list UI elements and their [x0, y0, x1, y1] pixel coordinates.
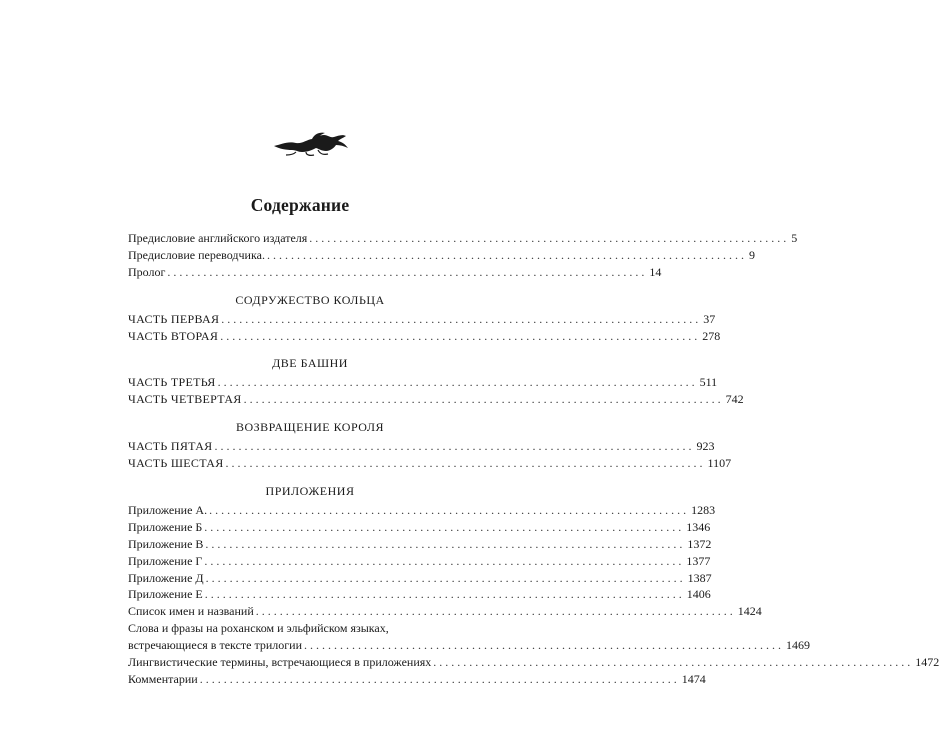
leader-dots: ................................................................................ [255, 604, 736, 619]
toc-entry-page: 1424 [737, 604, 762, 619]
leader-dots: ................................................................................ [433, 655, 914, 670]
toc-entry-page: 1469 [786, 638, 811, 653]
toc-entry-page: 742 [725, 392, 744, 407]
book-heading-fellowship: СОДРУЖЕСТВО КОЛЬЦА [235, 292, 385, 307]
toc-entry-label: ЧАСТЬ ШЕСТАЯ [128, 456, 224, 471]
toc-entry-appendix-b[interactable] [128, 519, 711, 536]
toc-entry-label: ЧАСТЬ ПЯТАЯ [128, 439, 213, 454]
toc-entry-label: ЧАСТЬ ВТОРАЯ [128, 328, 219, 343]
toc-entry-page: 14 [649, 264, 662, 279]
leader-dots: ................................................................................ [205, 536, 686, 551]
toc-entry-page: 9 [748, 247, 755, 262]
toc-entry-page: 5 [791, 231, 798, 245]
leader-dots: ................................................................................ [209, 503, 690, 518]
toc-entry-label: ЧАСТЬ ПЕРВАЯ [128, 311, 220, 326]
leader-dots: ................................................................................ [204, 519, 685, 534]
toc-entry-english-publisher-preface[interactable] [128, 230, 798, 247]
dragon-ornament-icon [272, 132, 350, 158]
toc-entry-label: ЧАСТЬ ТРЕТЬЯ [128, 375, 216, 390]
toc-entry-linguistic-terms[interactable] [128, 654, 939, 671]
toc-entry-prologue[interactable] [128, 264, 662, 281]
toc-entry-page: 1372 [687, 536, 712, 551]
leader-dots: ................................................................................ [225, 456, 706, 471]
toc-entry-part-one[interactable] [128, 311, 716, 328]
toc-entry-appendix-g[interactable] [128, 553, 711, 570]
table-of-contents [128, 230, 939, 688]
toc-entry-translator-preface[interactable] [128, 247, 755, 264]
toc-entry-page: 1472 [915, 655, 939, 670]
toc-entry-label: Приложение Д [128, 570, 204, 585]
leader-dots: ................................................................................ [204, 587, 685, 602]
toc-entry-words-and-phrases[interactable] [128, 620, 811, 654]
leader-dots: ................................................................................ [266, 247, 747, 262]
leader-dots: ................................................................................ [243, 392, 724, 407]
toc-entry-appendix-a[interactable] [128, 502, 716, 519]
toc-entry-label-line-2: встречающиеся в тексте трилогии [128, 638, 303, 653]
leader-dots: ................................................................................ [167, 264, 648, 279]
toc-entry-page: 1474 [681, 671, 706, 686]
page-title: Содержание [250, 195, 350, 215]
leader-dots: ................................................................................ [204, 553, 685, 568]
toc-entry-appendix-e[interactable] [128, 586, 711, 603]
toc-entry-label: Комментарии [128, 671, 198, 686]
toc-entry-label: Приложение Г [128, 553, 203, 568]
leader-dots: ................................................................................ [205, 570, 686, 585]
toc-entry-appendix-d[interactable] [128, 570, 712, 587]
toc-entry-part-two[interactable] [128, 328, 721, 345]
toc-entry-label: Лингвистические термины, встречающиеся в приложениях [128, 655, 432, 670]
book-heading-appendices: ПРИЛОЖЕНИЯ [265, 484, 355, 499]
toc-entry-page: 37 [703, 311, 716, 326]
toc-entry-page: 923 [696, 439, 715, 454]
leader-dots: ................................................................................ [221, 311, 702, 326]
leader-dots: ................................................................................ [304, 638, 785, 653]
toc-entry-part-six[interactable] [128, 455, 732, 472]
toc-entry-label-line-1: Слова и фразы на роханском и эльфийском языках, [128, 621, 389, 636]
toc-entry-label: Приложение В [128, 536, 204, 551]
book-heading-two-towers: ДВЕ БАШНИ [272, 356, 348, 371]
toc-entry-page: 1346 [686, 519, 711, 534]
toc-entry-appendix-v[interactable] [128, 536, 712, 553]
toc-entry-page: 1283 [691, 503, 716, 518]
leader-dots: ................................................................................ [220, 328, 701, 343]
toc-entry-commentary[interactable] [128, 671, 706, 688]
toc-entry-label: Предисловие английского издателя [128, 231, 308, 245]
leader-dots: ................................................................................ [214, 439, 695, 454]
toc-entry-page: 1377 [686, 553, 711, 568]
toc-entry-part-four[interactable] [128, 391, 744, 408]
toc-entry-page: 511 [699, 375, 718, 390]
toc-entry-page: 1387 [687, 570, 712, 585]
toc-entry-label: ЧАСТЬ ЧЕТВЕРТАЯ [128, 392, 242, 407]
toc-entry-part-five[interactable] [128, 438, 715, 455]
toc-entry-label: Приложение А. [128, 503, 208, 518]
toc-entry-label: Пролог [128, 264, 166, 279]
leader-dots: ................................................................................ [217, 375, 698, 390]
toc-entry-label: Приложение Б [128, 519, 203, 534]
toc-entry-label: Предисловие переводчика. [128, 247, 265, 262]
toc-entry-page: 1406 [686, 587, 711, 602]
toc-entry-part-three[interactable] [128, 374, 718, 391]
toc-entry-label: Приложение Е [128, 587, 203, 602]
toc-entry-page: 1107 [707, 456, 732, 471]
leader-dots: ................................................................................ [309, 231, 790, 245]
toc-entry-label: Список имен и названий [128, 604, 254, 619]
leader-dots: ................................................................................ [199, 671, 680, 686]
toc-entry-names-list[interactable] [128, 603, 762, 620]
book-heading-return-of-king: ВОЗВРАЩЕНИЕ КОРОЛЯ [236, 420, 384, 435]
toc-entry-page: 278 [702, 328, 721, 343]
